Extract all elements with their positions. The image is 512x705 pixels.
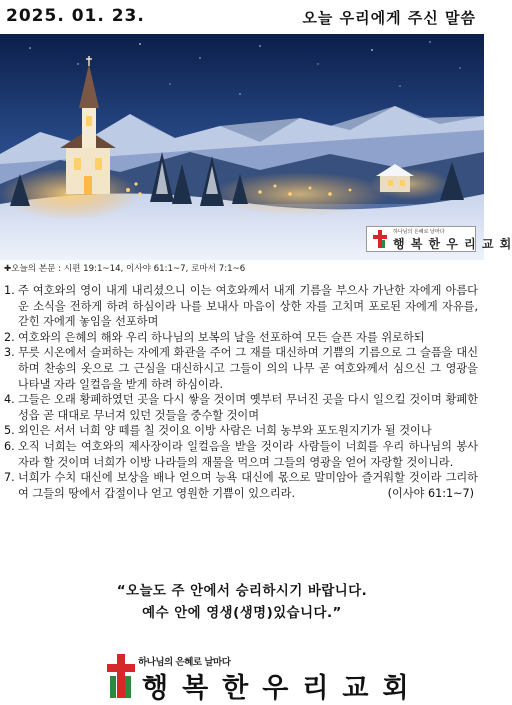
closing-quote [0, 581, 484, 625]
verse-reference: (이사야 61:1~7) [387, 486, 474, 500]
headline: 오늘 우리에게 주신 말씀 [302, 9, 476, 27]
verse-7-text: 너희가 수치 대신에 보상을 배나 얻으며 능욕 대신에 몫으로 말미암아 즐거워할 것이라 그리하여 그들의 땅에서 갑절이나 얻고 영원한 기쁨이 있으리라. [18, 471, 478, 500]
header [0, 0, 484, 34]
verse-text: 오직 너희는 여호와의 제사장이라 일컬음을 받을 것이라 사람들이 너희를 우리 하나님의 봉사자라 할 것이며 너희가 이방 나라들의 재물을 먹으며 그들의 영광을 얻어 자랑할 것이니라. [18, 439, 478, 469]
verse-number: 1. [4, 284, 15, 297]
verse-text: 주 여호와의 영이 내게 내리셨으니 이는 여호와께서 내게 기름을 부으사 가난한 자에게 아름다운 소식을 전하게 하려 하심이라 나를 보내사 마음이 상한 자를 고치며 포로된 자에게 자유를, 갇힌 자에게 놓임을 선포하며 [18, 284, 478, 329]
verse-1 [4, 283, 478, 330]
verse-number: 5. [4, 424, 15, 438]
verse-7 [4, 470, 478, 501]
cross-icon [369, 228, 391, 250]
verse-number: 7. [4, 471, 15, 485]
verse-6 [4, 439, 478, 470]
photo-logo-name: 행 복 한 우 리 교 회 [393, 237, 512, 251]
cross-icon [104, 652, 138, 700]
verse-number: 4. [4, 393, 15, 407]
footer-church-name: 행복한우리교회 [142, 673, 423, 704]
verse-text [18, 470, 478, 501]
verse-text: 여호와의 은혜의 해와 우리 하나님의 보복의 날을 선포하여 모든 슬픈 자를 위로하되 [18, 330, 425, 344]
date: 2025. 01. 23. [6, 6, 145, 26]
verse-text: 무릇 시온에서 슬퍼하는 자에게 화관을 주어 그 재를 대신하며 기쁨의 기름으로 그 슬픔을 대신하며 찬송의 옷으로 그 근심을 대신하시고 그들이 의의 나무 곧 여호와께서 심으신 그 영광을 나타낼 자라 일컬음을 받게 하려 하심이라. [18, 346, 478, 391]
scripture-source-line: ✚오늘의 본문 : 시편 19:1~14, 이사야 61:1~7, 로마서 7:1~6 [4, 264, 246, 274]
verse-2 [4, 330, 478, 346]
footer-slogan: 하나님의 은혜로 날마다 [138, 657, 231, 668]
photo-logo-slogan: 하나님의 은혜로 날마다 [393, 229, 445, 235]
verse-number: 6. [4, 439, 15, 453]
verse-number: 3. [4, 346, 15, 360]
footer-church-logo [104, 650, 423, 704]
church-photo [0, 34, 512, 260]
verse-number: 2. [4, 330, 15, 344]
verse-list [4, 283, 478, 501]
photo-church-logo [366, 226, 512, 252]
verse-4 [4, 392, 478, 423]
verse-text: 그들은 오래 황폐하였던 곳을 다시 쌓을 것이며 옛부터 무너진 곳을 다시 일으킬 것이며 황폐한 성읍 곧 대대로 무너져 있던 것들을 중수할 것이며 [18, 393, 478, 422]
verse-text: 외인은 서서 너희 양 떼를 칠 것이요 이방 사람은 너희 농부와 포도원지기가 될 것이나 [18, 424, 432, 438]
quote-line-1: “오늘도 주 안에서 승리하시기 바랍니다. [116, 584, 368, 599]
verse-3 [4, 345, 478, 392]
quote-line-2: 예수 안에 영생(생명)있습니다.” [142, 606, 342, 621]
verse-5 [4, 423, 478, 439]
